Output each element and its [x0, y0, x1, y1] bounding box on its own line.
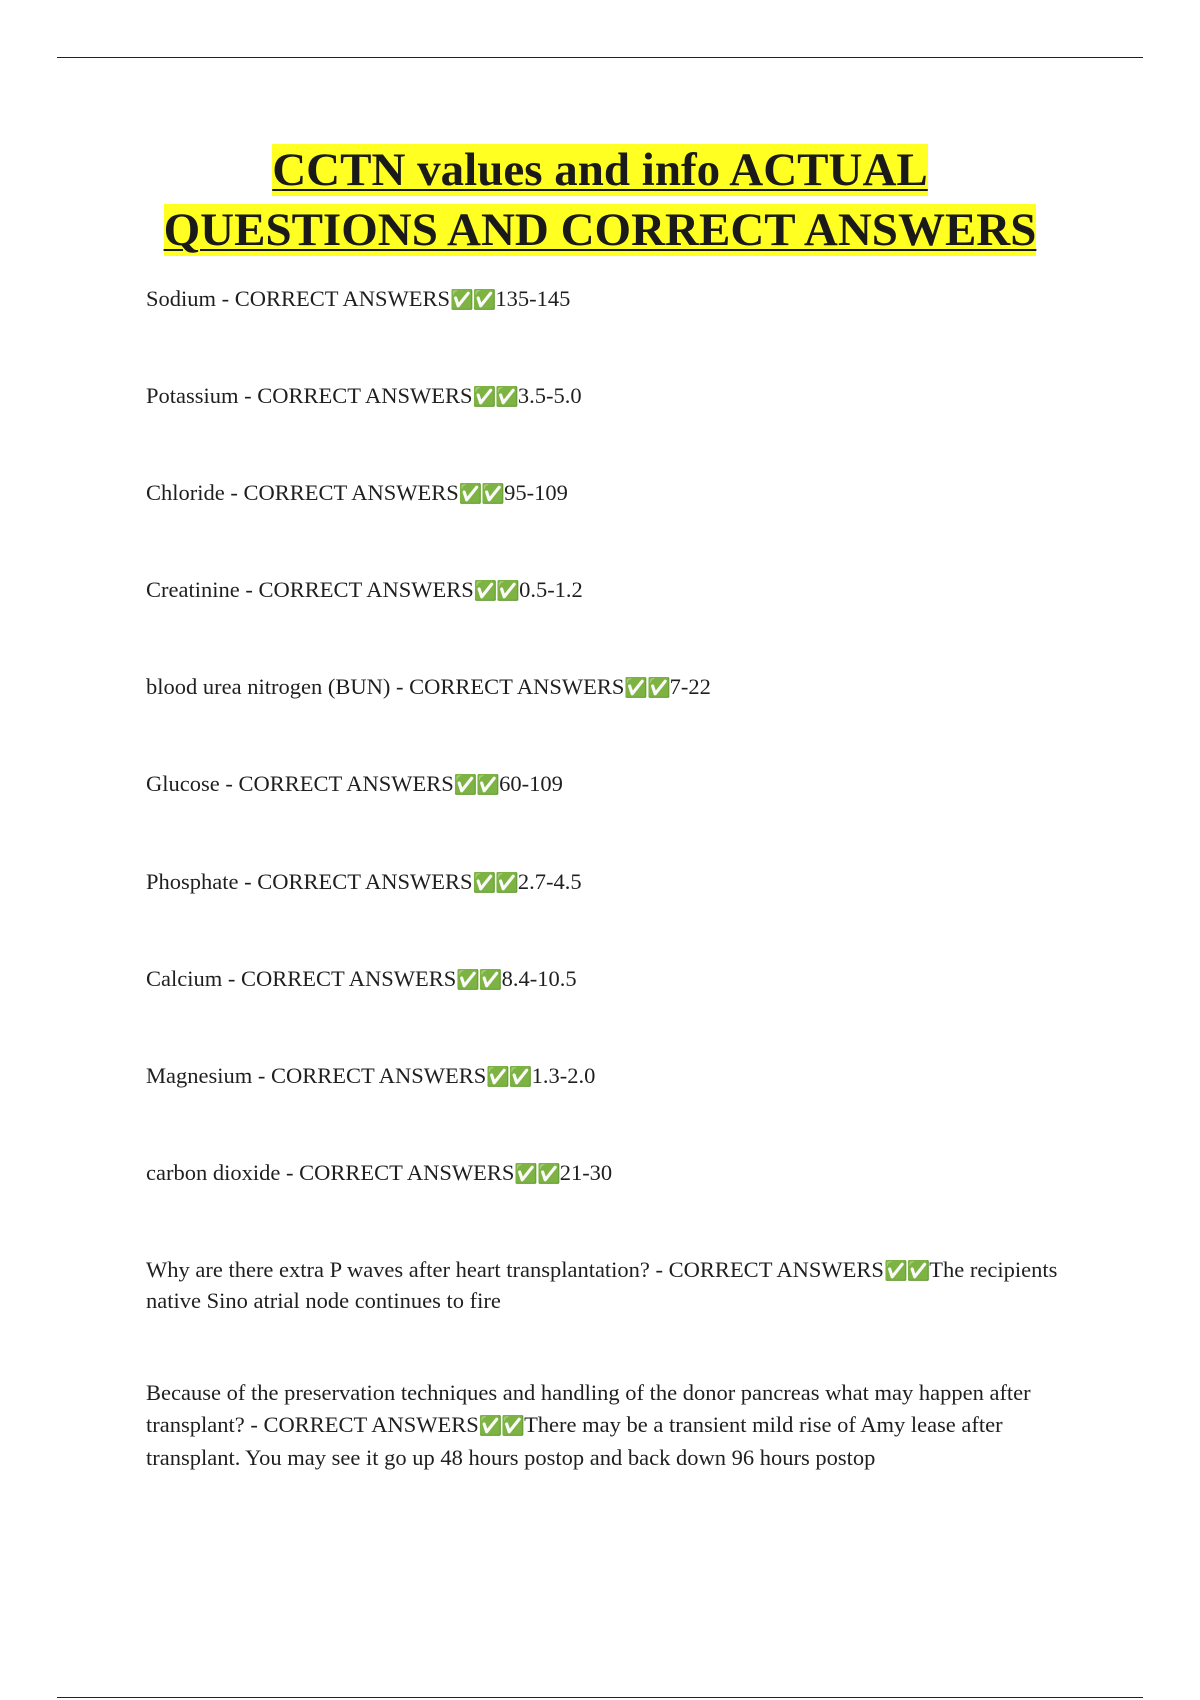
answer-text: The recipients native Sino atrial node continues to fire — [146, 1257, 1058, 1313]
separator: - — [390, 674, 410, 699]
qa-entry — [146, 478, 1066, 509]
title-line-1: CCTN values and info ACTUAL — [272, 144, 928, 196]
separator: - — [224, 480, 244, 505]
question-text: Sodium — [146, 286, 217, 311]
qa-entry — [146, 769, 1066, 800]
answer-marker: CORRECT ANSWERS — [257, 383, 473, 408]
check-icon: ✅✅ — [514, 1163, 560, 1185]
question-text: Because of the preservation techniques and handling of the donor pancreas what may happen after transplant? — [146, 1380, 1031, 1437]
check-icon: ✅✅ — [472, 872, 518, 894]
answer-marker: CORRECT ANSWERS — [409, 674, 625, 699]
separator: - — [222, 966, 241, 991]
answer-marker: CORRECT ANSWERS — [258, 577, 474, 602]
qa-entry — [146, 1255, 1066, 1316]
check-icon: ✅✅ — [624, 677, 670, 699]
question-text: Magnesium — [146, 1063, 253, 1088]
answer-marker: CORRECT ANSWERS — [240, 966, 457, 991]
answer-text: 95-109 — [504, 480, 568, 505]
document-title — [100, 140, 1100, 260]
answer-text: 60-109 — [499, 771, 563, 796]
question-text: Phosphate — [146, 869, 239, 894]
qa-entry — [146, 1061, 1066, 1092]
question-text: Potassium — [146, 383, 239, 408]
answer-marker: CORRECT ANSWERS — [271, 1063, 487, 1088]
question-text: Creatinine — [146, 577, 240, 602]
separator: - — [252, 1063, 271, 1088]
answer-text: 1.3-2.0 — [531, 1063, 596, 1088]
separator: - — [216, 286, 235, 311]
separator: - — [239, 577, 259, 602]
answer-text: 2.7-4.5 — [517, 869, 582, 894]
separator: - — [238, 869, 258, 894]
qa-entry — [146, 1158, 1066, 1189]
qa-entry — [146, 381, 1066, 412]
qa-entry — [146, 284, 1066, 315]
answer-marker: CORRECT ANSWERS — [234, 286, 451, 311]
answer-text: 7-22 — [669, 674, 711, 699]
header-rule — [57, 57, 1143, 58]
answer-marker: CORRECT ANSWERS — [263, 1412, 479, 1437]
check-icon: ✅✅ — [450, 289, 496, 311]
question-text: blood urea nitrogen (BUN) — [146, 674, 391, 699]
answer-marker: CORRECT ANSWERS — [257, 869, 473, 894]
separator: - — [244, 1412, 264, 1437]
check-icon: ✅✅ — [883, 1260, 930, 1282]
question-text: carbon dioxide — [146, 1160, 281, 1185]
question-text: Glucose — [146, 771, 220, 796]
answer-text: 0.5-1.2 — [519, 577, 583, 602]
check-icon: ✅✅ — [478, 1415, 525, 1437]
qa-entry — [146, 867, 1066, 898]
qa-entry — [146, 575, 1066, 606]
answer-marker: CORRECT ANSWERS — [668, 1257, 884, 1282]
answer-text: There may be a transient mild rise of Amy lease after transplant. You may see it go up 48 hours postop and back down 96 hours postop — [146, 1412, 1003, 1470]
title-line-2: QUESTIONS AND CORRECT ANSWERS — [163, 204, 1037, 256]
separator: - — [649, 1257, 669, 1282]
check-icon: ✅✅ — [453, 774, 500, 796]
check-icon: ✅✅ — [473, 580, 520, 602]
answer-marker: CORRECT ANSWERS — [243, 480, 459, 505]
check-icon: ✅✅ — [486, 1066, 532, 1088]
check-icon: ✅✅ — [456, 969, 502, 991]
separator: - — [219, 771, 239, 796]
answer-text: 135-145 — [495, 286, 571, 311]
answer-text: 8.4-10.5 — [501, 966, 577, 991]
question-text: Why are there extra P waves after heart transplantation? — [146, 1257, 650, 1282]
footer-rule — [57, 1697, 1143, 1698]
answer-text: 3.5-5.0 — [517, 383, 582, 408]
check-icon: ✅✅ — [458, 483, 505, 505]
question-text: Calcium — [146, 966, 223, 991]
answer-marker: CORRECT ANSWERS — [238, 771, 454, 796]
separator: - — [280, 1160, 300, 1185]
separator: - — [238, 383, 258, 408]
question-text: Chloride — [146, 480, 225, 505]
check-icon: ✅✅ — [472, 386, 518, 408]
answer-text: 21-30 — [559, 1160, 613, 1185]
qa-entry — [146, 1377, 1066, 1474]
qa-entry — [146, 964, 1066, 995]
qa-entry — [146, 672, 1066, 703]
answer-marker: CORRECT ANSWERS — [299, 1160, 515, 1185]
